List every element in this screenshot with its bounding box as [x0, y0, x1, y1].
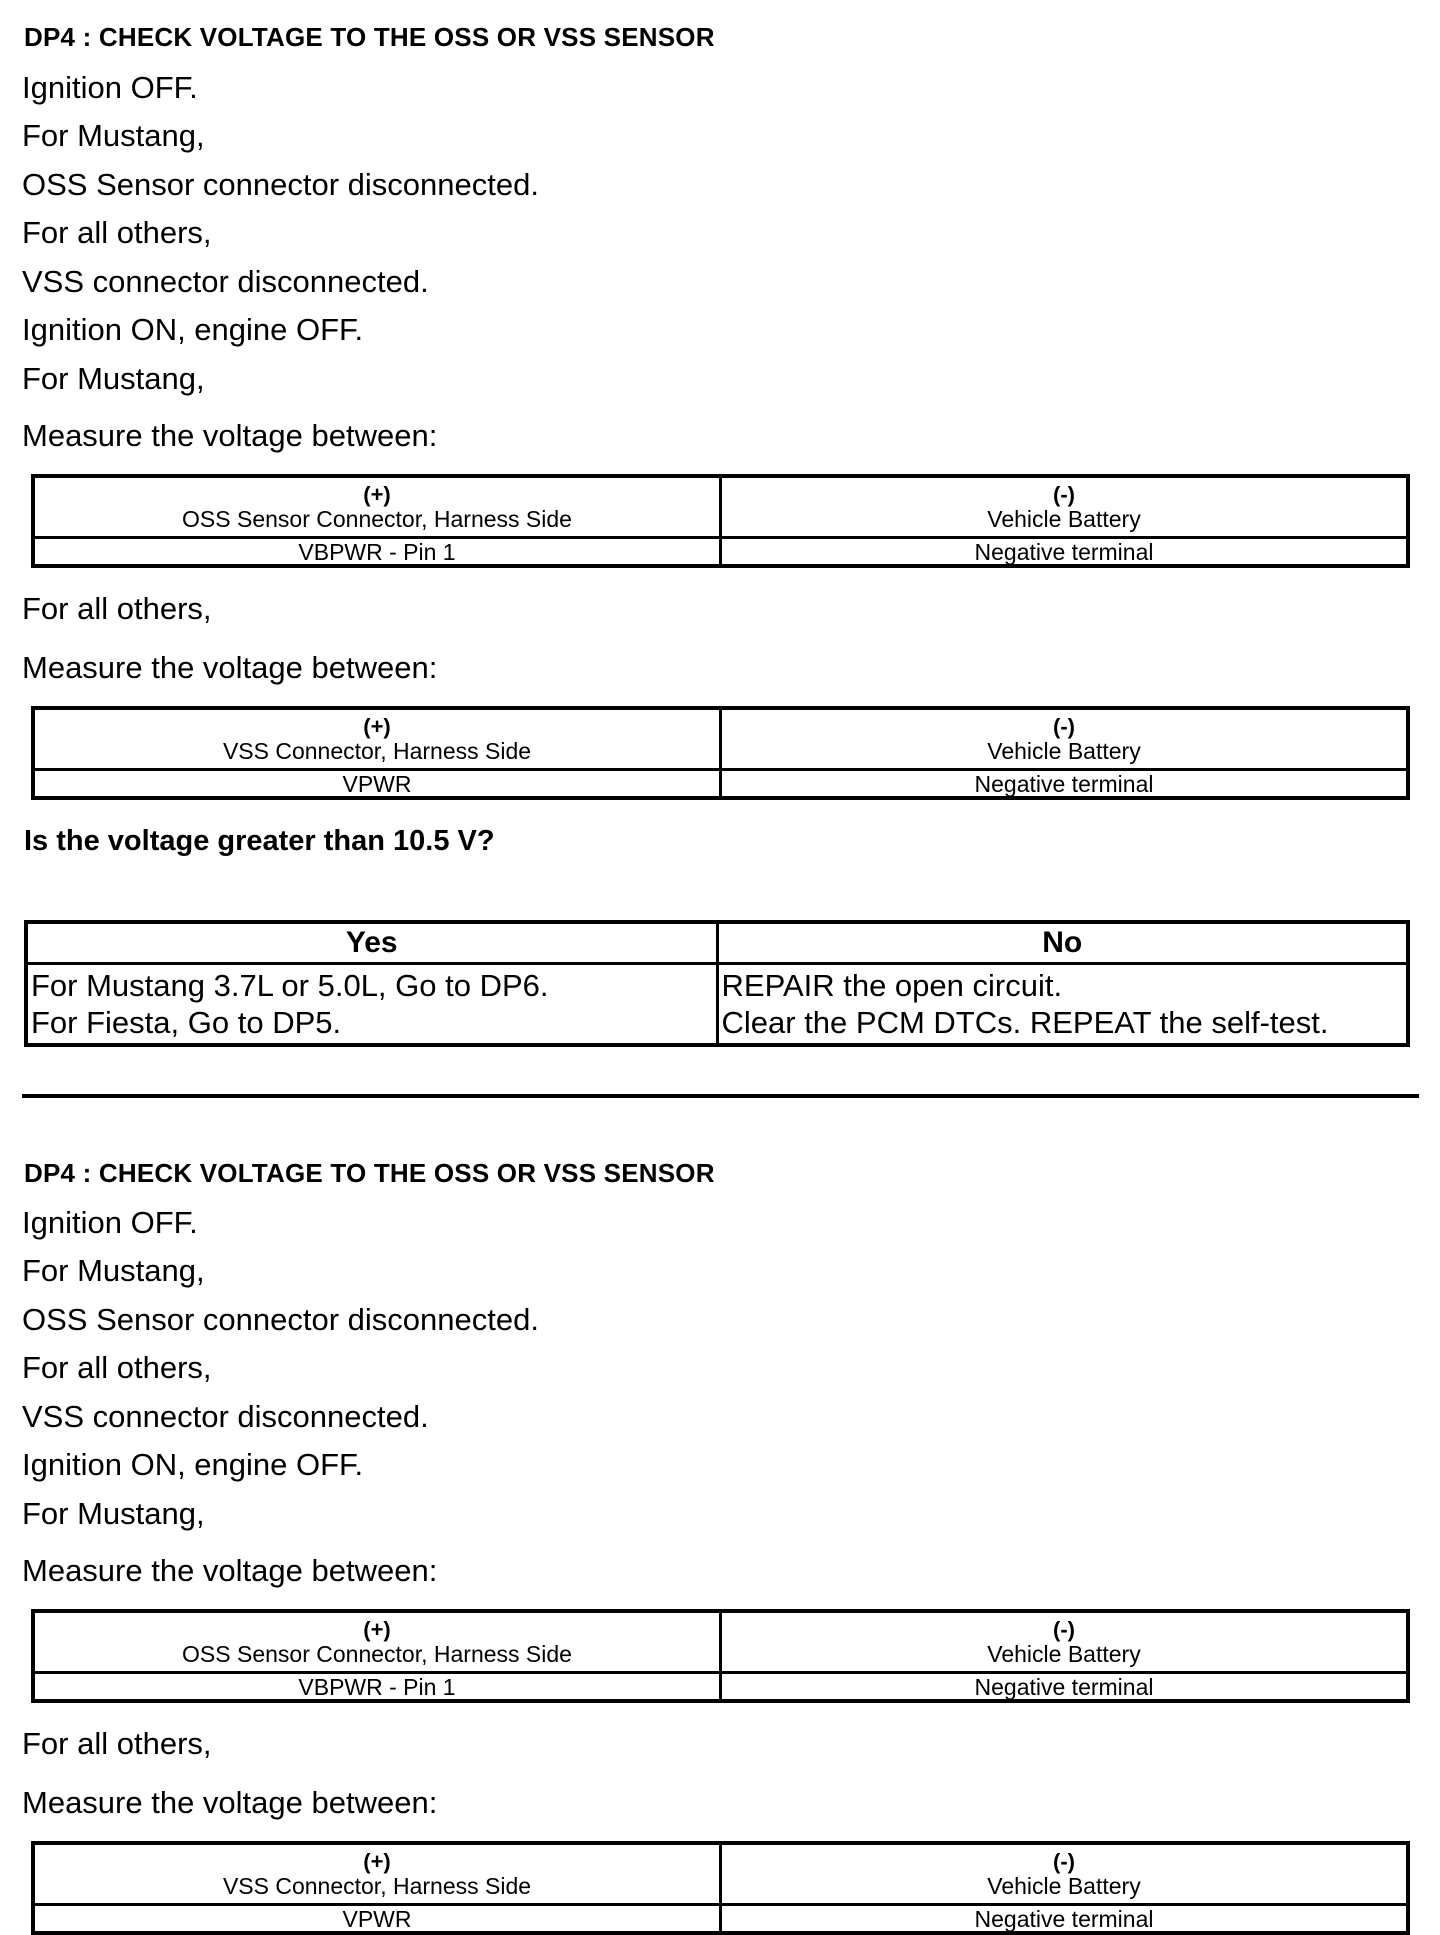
minus-value: Negative terminal	[721, 1905, 1409, 1934]
step-text: For Mustang,	[22, 118, 205, 153]
others-label: For all others,	[22, 1726, 212, 1761]
no-cell	[717, 964, 1408, 1046]
measure-label: Measure the voltage between:	[22, 650, 438, 685]
step-text: VSS connector disconnected.	[22, 264, 429, 299]
section-heading: DP4 : CHECK VOLTAGE TO THE OSS OR VSS SENSOR	[24, 22, 715, 52]
step-text: Ignition OFF.	[22, 1205, 198, 1240]
positive-probe-header	[33, 1843, 721, 1905]
negative-probe-header	[721, 1843, 1409, 1905]
plus-value: VBPWR - Pin 1	[33, 1673, 721, 1702]
no-line: REPAIR the open circuit.	[721, 968, 1063, 1003]
plus-symbol: (+)	[363, 482, 391, 507]
minus-symbol: (-)	[1053, 714, 1075, 739]
step-text: Ignition ON, engine OFF.	[22, 312, 364, 347]
plus-symbol: (+)	[363, 714, 391, 739]
oss-measurement-table	[31, 1609, 1410, 1703]
plus-label: OSS Sensor Connector, Harness Side	[182, 1641, 572, 1667]
others-label: For all others,	[22, 591, 212, 626]
step-text: OSS Sensor connector disconnected.	[22, 167, 539, 202]
minus-label: Vehicle Battery	[987, 738, 1141, 764]
section-heading: DP4 : CHECK VOLTAGE TO THE OSS OR VSS SENSOR	[24, 1158, 715, 1188]
yes-header: Yes	[26, 922, 717, 964]
minus-symbol: (-)	[1053, 1617, 1075, 1642]
minus-value: Negative terminal	[721, 1673, 1409, 1702]
no-line: Clear the PCM DTCs. REPEAT the self-test.	[721, 1005, 1329, 1040]
negative-probe-header	[721, 1611, 1409, 1673]
plus-value: VPWR	[33, 770, 721, 799]
positive-probe-header	[33, 1611, 721, 1673]
measure-label: Measure the voltage between:	[22, 418, 438, 453]
vss-measurement-table	[31, 706, 1410, 800]
plus-symbol: (+)	[363, 1617, 391, 1642]
minus-symbol: (-)	[1053, 482, 1075, 507]
minus-label: Vehicle Battery	[987, 506, 1141, 532]
section-divider	[22, 1094, 1419, 1098]
plus-symbol: (+)	[363, 1849, 391, 1874]
step-text: For Mustang,	[22, 361, 205, 396]
minus-value: Negative terminal	[721, 538, 1409, 567]
positive-probe-header	[33, 476, 721, 538]
step-text: For all others,	[22, 215, 212, 250]
step-text: For Mustang,	[22, 1253, 205, 1288]
step-text: For Mustang,	[22, 1496, 205, 1531]
yes-cell	[26, 964, 717, 1046]
plus-label: VSS Connector, Harness Side	[222, 1873, 532, 1899]
oss-measurement-table	[31, 474, 1410, 568]
negative-probe-header	[721, 476, 1409, 538]
measure-label: Measure the voltage between:	[22, 1785, 438, 1820]
yes-line: For Fiesta, Go to DP5.	[31, 1005, 342, 1040]
vss-measurement-table	[31, 1841, 1410, 1935]
negative-probe-header	[721, 708, 1409, 770]
minus-label: Vehicle Battery	[987, 1873, 1141, 1899]
decision-table	[24, 920, 1410, 1047]
minus-symbol: (-)	[1053, 1849, 1075, 1874]
yes-line: For Mustang 3.7L or 5.0L, Go to DP6.	[31, 968, 549, 1003]
positive-probe-header	[33, 708, 721, 770]
plus-label: OSS Sensor Connector, Harness Side	[182, 506, 572, 532]
step-text: VSS connector disconnected.	[22, 1399, 429, 1434]
no-header: No	[717, 922, 1408, 964]
voltage-question: Is the voltage greater than 10.5 V?	[24, 825, 495, 857]
step-text: Ignition OFF.	[22, 70, 198, 105]
plus-label: VSS Connector, Harness Side	[222, 738, 532, 764]
plus-value: VPWR	[33, 1905, 721, 1934]
step-text: Ignition ON, engine OFF.	[22, 1447, 364, 1482]
measure-label: Measure the voltage between:	[22, 1553, 438, 1588]
minus-value: Negative terminal	[721, 770, 1409, 799]
plus-value: VBPWR - Pin 1	[33, 538, 721, 567]
minus-label: Vehicle Battery	[987, 1641, 1141, 1667]
step-text: OSS Sensor connector disconnected.	[22, 1302, 539, 1337]
step-text: For all others,	[22, 1350, 212, 1385]
